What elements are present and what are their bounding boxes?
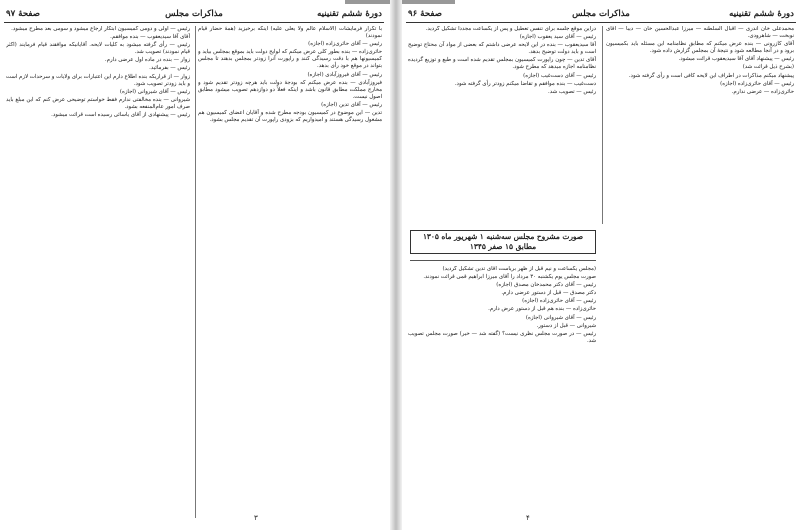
center-title: مذاکرات مجلس: [572, 9, 630, 19]
paragraph: زوار — از قراریکه بنده اطلاع دارم این اعتبارات برای ولایات و سرحدات لازم است و باید زودتر تصویب شود.: [6, 73, 190, 87]
folio-number: ۴: [526, 514, 530, 522]
column-divider: [195, 26, 196, 518]
paragraph: رئیس — آقای شیروانی (اجازه): [525, 314, 596, 321]
paragraph: (مجلس یکساعت و نیم قبل از ظهر بریاست آقای تدین تشکیل گردید): [442, 266, 596, 272]
paragraph: رئیس — پیشنهادی از آقای یاسائی رسیده است قرائت میشود.: [51, 112, 190, 119]
text-column-right: [606, 26, 794, 518]
session-title-box: صورت مشروح مجلس سه‌شنبه ۱ شهریور ماه ۱۳۰۵ مطابق ۱۵ صفر ۱۳۴۵: [410, 230, 596, 254]
folio-number: ۳: [254, 514, 258, 522]
paragraph: رئیس — آقای شیروانی (اجازه): [119, 88, 190, 95]
paragraph: رئیس — آقای حائری‌زاده (اجازه): [522, 298, 596, 305]
paragraph: فیروزآبادی — بنده عرض میکنم که بودجهٔ دولت باید هرچه زودتر تقدیم شود و مخارج مملکت مطابق قانون باشد و اینکه فعلاً دو دوازدهم تصویب میشود مطابق اصول نیست.: [198, 79, 382, 100]
paragraph: پیشنهاد میکنم مذاکرات در اطراف این لایحه کافی است و رأی گرفته شود.: [628, 72, 794, 79]
book-gutter: [390, 0, 402, 530]
paragraph: رئیس — آقای فیروزآبادی (اجازه): [307, 71, 382, 78]
paragraph: حائری‌زاده — عرضی ندارم.: [731, 88, 794, 95]
paragraph: دراین موقع جلسه برای تنفس تعطیل و پس از یکساعت مجدداً تشکیل گردید.: [425, 26, 596, 32]
paragraph: (بشرح ذیل قرائت شد): [742, 64, 794, 71]
paragraph: دکتر مصدق — قبل از دستور عرضی دارم.: [501, 290, 596, 297]
page-96: [406, 8, 796, 524]
text-column-right: [198, 26, 382, 518]
paragraph: رئیس — آقای دست‌غیب (اجازه): [523, 72, 596, 79]
paragraph: حائری‌زاده — بنده بطور کلی عرض میکنم که لوایح دولت باید بموقع بمجلس بیاید و کمیسیونها هم با دقت رسیدگی کنند و راپورت آنرا زودتر بمجلس بدهند تا مجلس بتواند در موقع خود رأی بدهد.: [198, 49, 382, 70]
paragraph: آقا سیدیعقوب — بنده در این لایحه عرضی داشتم که بعضی از مواد آن محتاج توضیح است و باید دولت توضیح بدهد.: [408, 42, 596, 56]
column-divider: [602, 26, 603, 224]
paragraph: آقای آقا سیدیعقوب — بنده موافقم.: [110, 34, 190, 41]
section-rule: [410, 260, 596, 261]
paragraph: رئیس — رأی گرفته میشود به کلیات لایحه. آقایانیکه موافقند قیام فرمایند (اکثر قیام نمودند) تصویب شد.: [6, 42, 190, 56]
paragraph: محمدعلی خان اندری — اقبال السلطنه — میرزا عبدالحسین خان — دیبا — آقای نوبخت — شاهرودی.: [606, 26, 794, 40]
session-title: دورهٔ ششم تقنینیه: [317, 9, 382, 19]
paragraph: رئیس — در صورت مجلس نظری نیست؟ (گفته شد — خیر) صورت مجلس تصویب شد.: [408, 330, 596, 344]
page-header: [4, 8, 384, 23]
paragraph: آقای تدین — چون راپورت کمیسیون بمجلس تقدیم شده است و طبع و توزیع گردیده نظامنامه اجازه میدهد که مطرح شود.: [408, 57, 596, 71]
paragraph: تدین — این موضوع در کمیسیون بودجه مطرح شده و آقایان اعضای کمیسیون هم مشغول رسیدگی هستند و امیدواریم که بزودی راپورت آن تقدیم مجلس بشود.: [198, 110, 382, 124]
paragraph: رئیس — آقای سید یعقوب (اجازه): [519, 34, 596, 41]
paragraph: آقای کازرونی — بنده عرض میکنم که مطابق نظامنامه این مسئله باید بکمیسیون برود و در آنجا مطالعه شود و نتیجهٔ آن بمجلس گزارش داده شود.: [606, 41, 794, 55]
paragraph: شیروانی — بنده مخالفتی ندارم فقط خواستم توضیحی عرض کنم که این مبلغ باید صرف امور عام‌المنفعه بشود.: [6, 96, 190, 110]
session-title: دورهٔ ششم تقنینیه: [729, 9, 794, 19]
paragraph: زوار — بنده در ماده اول عرضی دارم.: [104, 57, 190, 64]
page-label: صفحهٔ ۹۷: [6, 9, 41, 19]
paragraph: شیروانی — قبل از دستور.: [536, 322, 596, 329]
page-header: [406, 8, 796, 23]
session-body-column: [408, 266, 596, 518]
paragraph: رئیس — آقای حائری‌زاده (اجازه): [720, 80, 794, 87]
text-column-left: [6, 26, 190, 518]
text-column-left: [408, 26, 596, 224]
paragraph: رئیس — آقای حائری‌زاده (اجازه): [308, 41, 382, 48]
paragraph: رئیس — آقای دکتر محمدخان مصدق (اجازه): [496, 282, 596, 289]
paragraph: با تکرار فرمایشات (الاسلام عالم ولا یعلی علیه) اینکه برخیزید (همهٔ حضار قیام نمودند): [198, 26, 382, 40]
paragraph: حائری‌زاده — بنده هم قبل از دستور عرض دارم.: [488, 306, 596, 313]
paragraph: رئیس — تصویب شد.: [548, 88, 596, 95]
paragraph: دست‌غیب — بنده موافقم و تقاضا میکنم زودتر رأی گرفته شود.: [454, 80, 596, 87]
paragraph: رئیس — بفرمائید.: [149, 65, 190, 72]
page-label: صفحهٔ ۹۶: [408, 9, 443, 19]
paragraph: رئیس — اولی و دومی کمیسیون ابتکار ارجاع میشود و سومی بعد مطرح میشود.: [11, 26, 190, 32]
center-title: مذاکرات مجلس: [165, 9, 223, 19]
page-97: [4, 8, 384, 524]
paragraph: صورت مجلس یوم یکشنبه ۳۰ مرداد را آقای میرزا ابراهیم قمی قرائت نمودند.: [423, 274, 596, 281]
paragraph: رئیس — آقای تدین (اجازه): [321, 101, 382, 108]
paragraph: رئیس — پیشنهاد آقای آقا سیدیعقوب قرائت میشود.: [678, 56, 794, 63]
